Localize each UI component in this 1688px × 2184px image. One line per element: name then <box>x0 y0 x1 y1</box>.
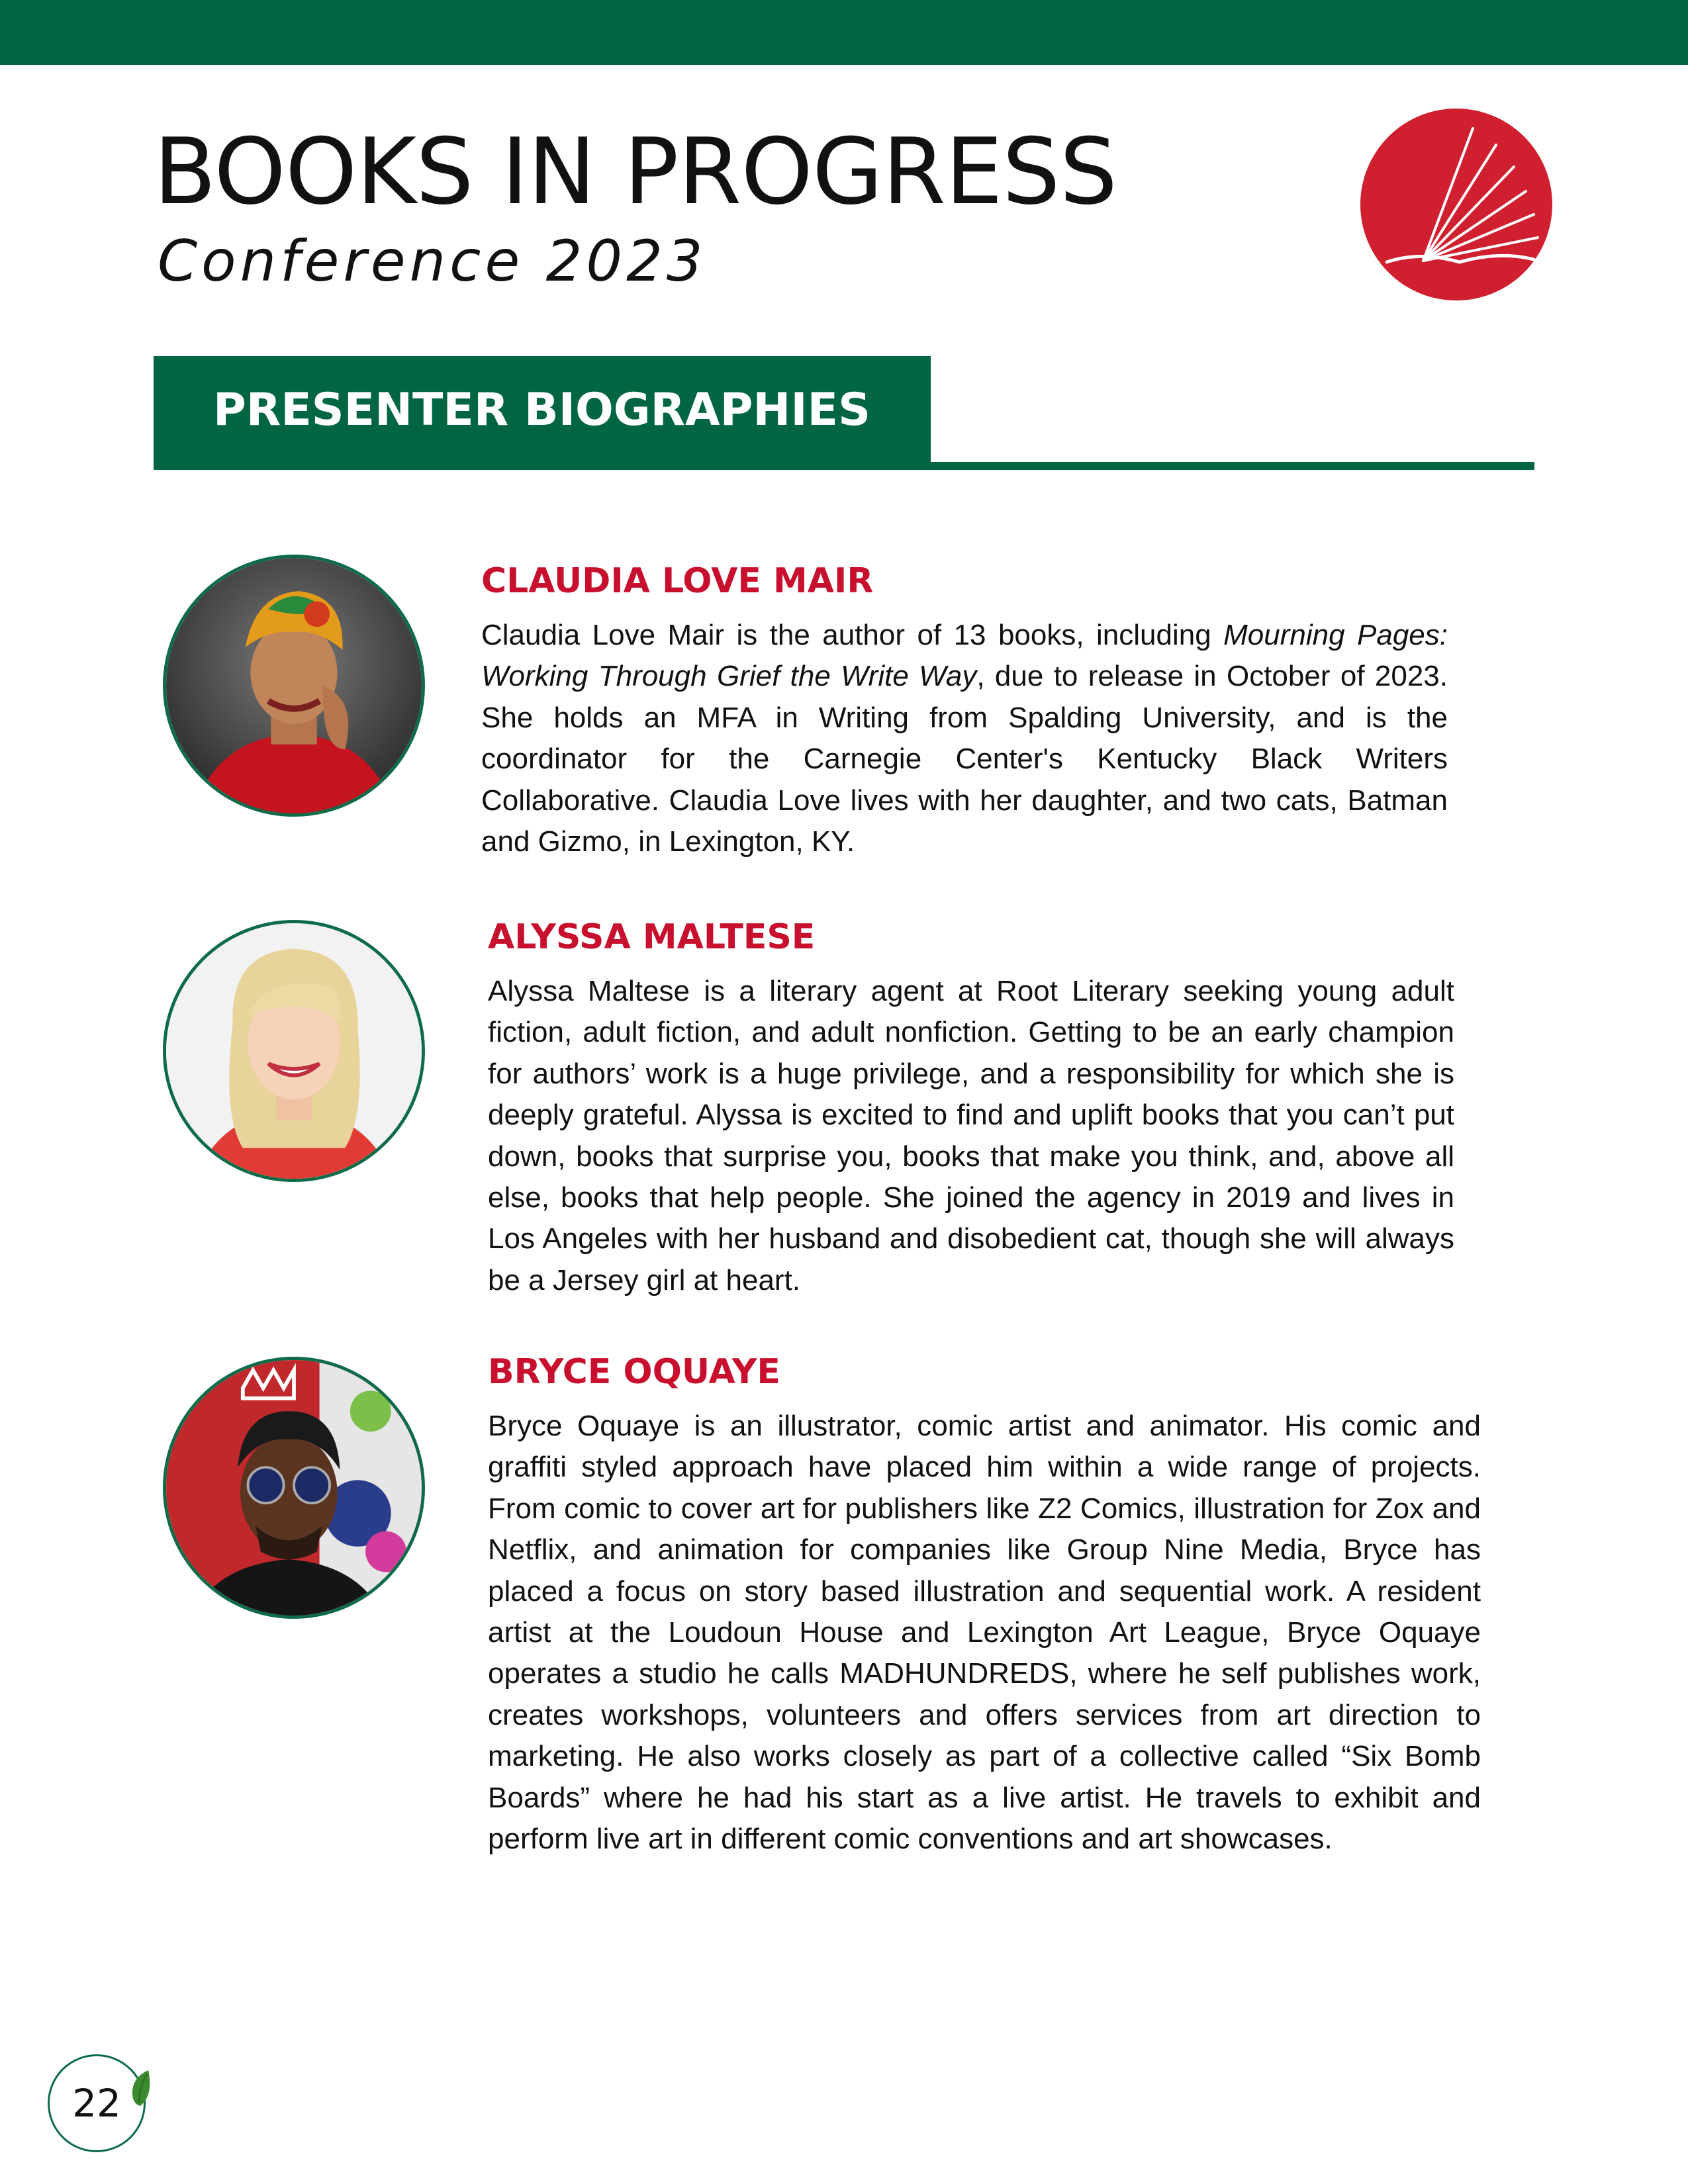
section-title: PRESENTER BIOGRAPHIES <box>213 384 871 436</box>
presenter-bio-bryce: Bryce Oquaye is an illustrator, comic artist and animator. His comic and graffiti styled approach have placed him within a wide range of projects. From comic to cover art for publishers like Z2 Comics, illustration for Zox and Netflix, and animation for companies like Group Nine Media, Bryce has placed a focus on story based illustration and sequential work. A resident artist at the Loudoun House and Lexington Art League, Bryce Oquaye operates a studio he calls MADHUNDREDS, where he self publishes work, creates workshops, volunteers and offers services from art direction to marketing. He also works closely as part of a collective called “Six Bomb Boards” where he had his start as a live artist. He travels to exhibit and perform live art in different comic conventions and art showcases. <box>488 1410 1481 1856</box>
presenter-name-bryce: BRYCE OQUAYE <box>488 1352 780 1392</box>
page-number: 22 <box>72 2081 121 2126</box>
section-divider-rule <box>931 462 1534 470</box>
open-book-logo-icon <box>1360 109 1552 300</box>
presenter-photo-bryce <box>163 1357 425 1619</box>
presenter-name-alyssa: ALYSSA MALTESE <box>488 917 816 957</box>
presenter-bio-claudia: Claudia Love Mair is the author of 13 books, including Mourning Pages: Working Through Grief the Write Way, due to release in October of 2023. She holds an MFA in Writing from Spalding University, and is the coordinator for the Carnegie Center's Kentucky Black Writers Collaborative. Claudia Love lives with her daughter, and two cats, Batman and Gizmo, in Lexington, KY. <box>481 619 1448 858</box>
top-banner-bar <box>0 0 1688 65</box>
presenter-bio-alyssa: Alyssa Maltese is a literary agent at Root Literary seeking young adult fiction, adult fiction, and adult nonfiction. Getting to be an early champion for authors’ work is a huge privilege, and a responsibility for which she is deeply grateful. Alyssa is excited to find and uplift books that you can’t put down, books that surprise you, books that make you think, and, above all else, books that help people. She joined the agency in 2019 and lives in Los Angeles with her husband and disobedient cat, though she will always be a Jersey girl at heart. <box>488 975 1454 1297</box>
presenter-name-claudia: CLAUDIA LOVE MAIR <box>481 561 874 601</box>
leaf-icon <box>128 2069 155 2107</box>
presenter-photo-claudia <box>163 555 425 817</box>
document-title: BOOKS IN PROGRESS <box>154 118 1117 225</box>
document-subtitle: Conference 2023 <box>158 228 707 295</box>
presenter-photo-alyssa <box>163 920 425 1182</box>
book-title: Mourning Pages: Working Through Grief the Write Way <box>481 619 1448 693</box>
